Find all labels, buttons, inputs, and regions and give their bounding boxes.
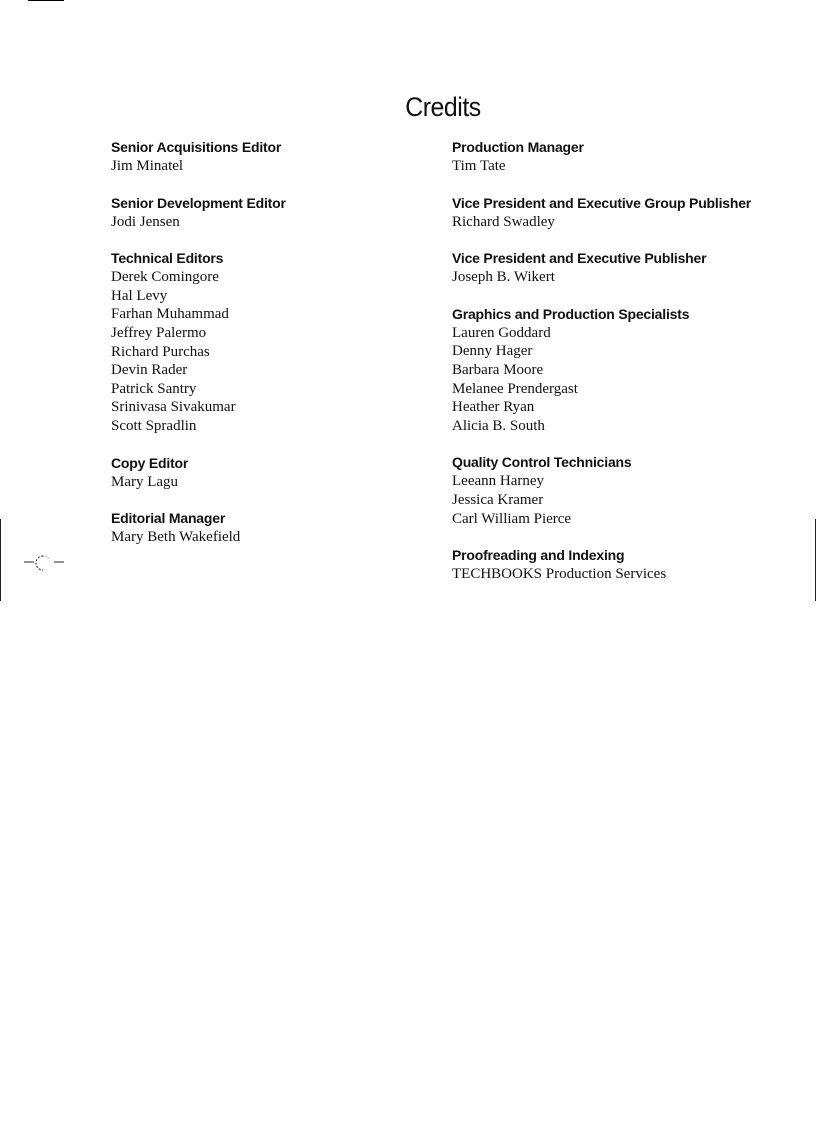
page-title: Credits (405, 92, 481, 122)
credit-name: Hal Levy (111, 287, 168, 304)
credit-name: Jim Minatel (111, 158, 184, 174)
credit-name: Alicia B. South (452, 417, 545, 434)
credit-role: Copy Editor (111, 454, 189, 471)
credit-name: Derek Comingore (111, 269, 219, 286)
credit-section-technical-editors (111, 249, 431, 435)
credit-name: Jeffrey Palermo (111, 324, 207, 341)
credit-section-proofreading-and-indexing (452, 546, 792, 584)
credit-role: Quality Control Technicians (452, 454, 632, 471)
credit-name: Jodi Jensen (111, 213, 180, 230)
credit-section-graphics-and-production-specialists (452, 305, 792, 436)
credit-name: Joseph B. Wikert (452, 269, 555, 286)
credits-right-column (452, 138, 792, 602)
credit-name: Barbara Moore (452, 361, 544, 378)
credit-name: Leeann Harney (452, 473, 545, 490)
credit-name: Scott Spradlin (111, 417, 197, 434)
credit-name: Patrick Santry (111, 380, 197, 397)
credit-role: Senior Acquisitions Editor (111, 139, 282, 155)
credit-name: Lauren Goddard (452, 324, 551, 341)
credit-name: Devin Rader (111, 362, 188, 379)
credit-section-senior-development-editor (111, 194, 431, 232)
crop-mark-top (28, 0, 64, 1)
credit-section-editorial-manager (111, 509, 431, 547)
credit-name: Carl William Pierce (452, 510, 572, 527)
credit-role: Senior Development Editor (111, 194, 286, 211)
credit-section-copy-editor (111, 454, 431, 492)
crop-mark-left (0, 519, 1, 601)
credit-name: Richard Purchas (111, 343, 210, 360)
credit-name: Srinivasa Sivakumar (111, 399, 236, 416)
credit-section-quality-control-technicians (452, 453, 792, 528)
credit-name: Mary Beth Wakefield (111, 529, 241, 546)
credit-section-vice-president-and-executive-publisher (452, 249, 792, 287)
credits-left-column (111, 138, 431, 565)
registration-mark-icon (24, 552, 66, 576)
credit-name: Farhan Muhammad (111, 306, 229, 323)
credit-role: Graphics and Production Specialists (452, 305, 690, 322)
credit-section-senior-acquisitions-editor (111, 138, 431, 176)
credit-name: Melanee Prendergast (452, 380, 578, 397)
credit-name: Denny Hager (452, 343, 533, 360)
credit-role: Technical Editors (111, 250, 224, 267)
credit-name: Heather Ryan (452, 399, 535, 416)
credit-name: Richard Swadley (452, 213, 555, 230)
credit-section-vice-president-and-executive-group-publisher (452, 194, 792, 232)
credit-role: Proofreading and Indexing (452, 547, 625, 564)
credit-role: Production Manager (452, 139, 584, 155)
credit-role: Vice President and Executive Group Publisher (452, 194, 752, 211)
credit-name: Tim Tate (452, 158, 506, 174)
credit-role: Vice President and Executive Publisher (452, 250, 707, 267)
credit-name: TECHBOOKS Production Services (452, 566, 667, 583)
credit-name: Jessica Kramer (452, 491, 544, 508)
credit-section-production-manager (452, 138, 792, 176)
credit-name: Mary Lagu (111, 473, 179, 490)
credit-role: Editorial Manager (111, 510, 226, 527)
